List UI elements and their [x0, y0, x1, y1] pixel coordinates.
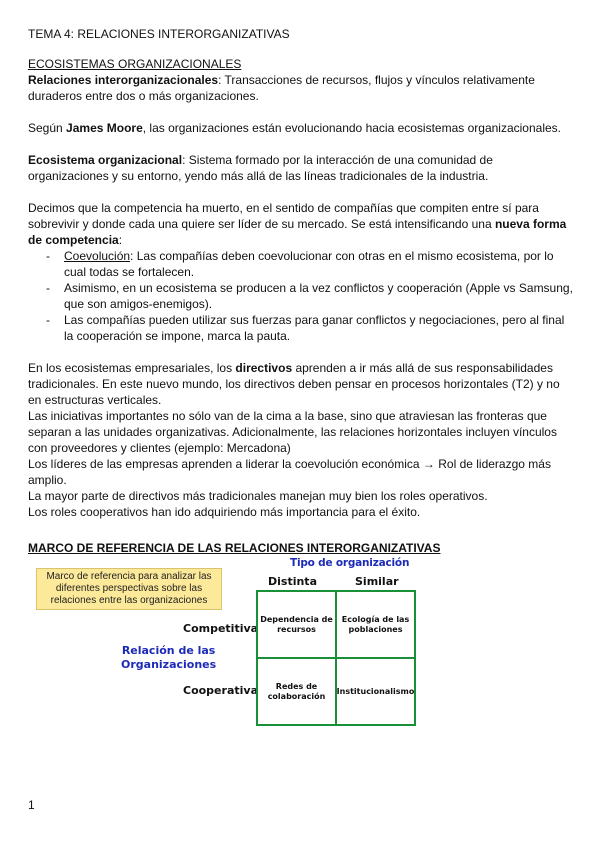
row-header-cooperativa: Cooperativa: [183, 684, 258, 697]
paragraph-competencia: [28, 200, 576, 248]
list-item: - Las compañías pueden utilizar sus fuerzas para ganar conflictos y negociaciones, pero al final la cooperación se impone, marca la pauta.: [46, 312, 576, 344]
name-james-moore: James Moore: [66, 121, 143, 135]
paragraph-moore: [28, 120, 576, 136]
term-ecosistema: Ecosistema organizacional: [28, 153, 183, 167]
text-span: En los ecosistemas empresariales, los: [28, 361, 236, 375]
list-item: [46, 248, 576, 280]
list-item: - Asimismo, en un ecosistema se producen a la vez conflictos y cooperación (Apple vs Samsung, que son amigos-enemigos).: [46, 280, 576, 312]
diagram-note: Marco de referencia para analizar las diferentes perspectivas sobre las relaciones entre las organizaciones: [36, 568, 222, 610]
relacion-organizaciones-label: [121, 644, 216, 672]
text-span: , las organizaciones están evolucionando hacia ecosistemas organizacionales.: [142, 121, 562, 135]
paragraph-relaciones: [28, 72, 576, 104]
paragraph-iniciativas: Las iniciativas importantes no sólo van de la cima a la base, sino que atraviesan las fronteras que separan a las unidades organizativas. Adicionalmente, las relaciones horizontales incluyen vínculos con proveedores y clientes (ejemplo: Mercadona): [28, 409, 557, 455]
column-header-distinta: Distinta: [268, 575, 317, 588]
cell-ecologia-poblaciones: Ecología de las poblaciones: [341, 614, 410, 634]
column-header-similar: Similar: [355, 575, 399, 588]
text-span: : Las compañías deben coevolucionar con otras en el mismo ecosistema, por lo cual todas se fortalecen.: [64, 249, 554, 279]
relacion-line-1: Relación de las: [121, 644, 216, 657]
paragraph-lideres: Los líderes de las empresas aprenden a liderar la coevolución económica → Rol de liderazgo más amplio.: [28, 457, 551, 487]
term-directivos: directivos: [235, 361, 293, 375]
section-title-marco: MARCO DE REFERENCIA DE LAS RELACIONES INTERORGANIZATIVAS: [28, 541, 441, 555]
cell-redes-colaboracion: Redes de colaboración: [267, 681, 326, 701]
section-title-ecosistemas: ECOSISTEMAS ORGANIZACIONALES: [28, 57, 242, 71]
tipo-organizacion-label: Tipo de organización: [290, 557, 410, 569]
text-span: aprenden a ir más allá de sus responsabilidades tradicionales. En este nuevo mundo, los directivos deben pensar en procesos horizontales (T2) y no en estructuras verticales.: [28, 361, 560, 407]
relacion-line-2: Organizaciones: [121, 658, 217, 671]
doc-title: TEMA 4: RELACIONES INTERORGANIZATIVAS: [28, 27, 290, 41]
text-span: : Transacciones de recursos, flujos y vínculos relativamente duraderos entre dos o más organizaciones.: [28, 73, 535, 103]
framework-diagram: [28, 552, 428, 732]
text-span: : Sistema formado por la interacción de una comunidad de organizaciones y su entorno, yendo más allá de las líneas tradicionales de la industria.: [28, 153, 493, 183]
term-relaciones: Relaciones interorganizacionales: [28, 73, 219, 87]
term-nueva-competencia: nueva forma de competencia: [28, 217, 567, 247]
paragraph-tradicionales: La mayor parte de directivos más tradicionales manejan muy bien los roles operativos.: [28, 489, 488, 503]
cell-dependencia-recursos: Dependencia de recursos: [260, 614, 333, 634]
document-page: [28, 26, 576, 556]
bullet-list: [28, 248, 576, 344]
paragraph-roles: Los roles cooperativos han ido adquiriendo más importancia para el éxito.: [28, 505, 421, 519]
text-span: :: [118, 233, 123, 247]
term-coevolucion: Coevolución: [64, 249, 131, 263]
text-span: Según: [28, 121, 67, 135]
row-header-competitiva: Competitiva: [183, 622, 259, 635]
paragraph-directivos: [28, 360, 576, 408]
page-number: 1: [28, 798, 35, 812]
paragraph-ecosistema: [28, 152, 576, 184]
matrix-grid: [256, 590, 416, 726]
cell-institucionalismo: Institucionalismo: [336, 686, 415, 696]
text-span: Decimos que la competencia ha muerto, en el sentido de compañías que compiten entre sí para sobrevivir y donde cada una quiere ser líder de su mercado. Se está intensificando una: [28, 201, 539, 231]
